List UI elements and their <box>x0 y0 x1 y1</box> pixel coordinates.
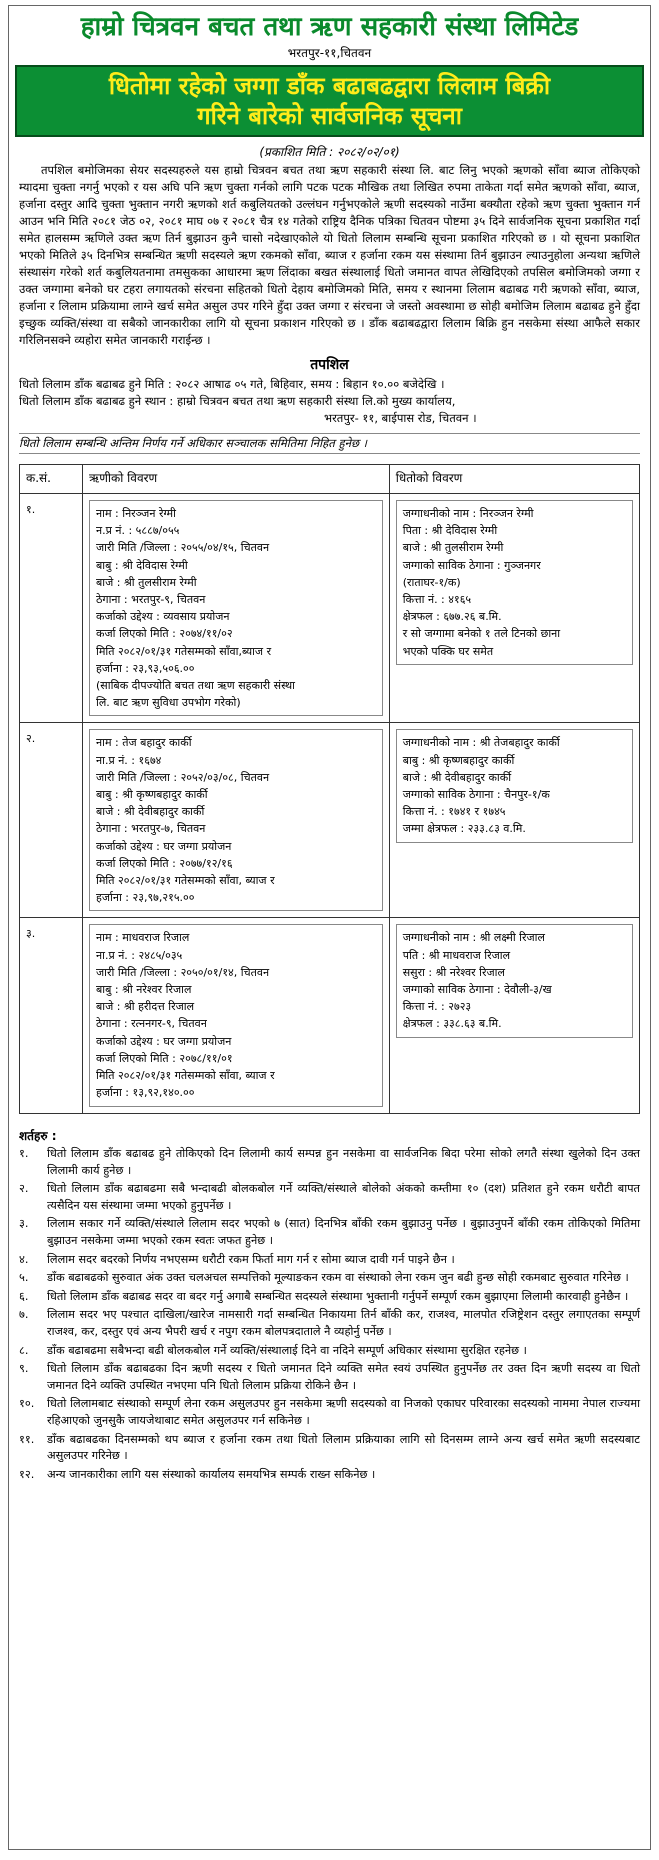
table-row <box>20 494 640 723</box>
borrower-detail-line: बाबु : श्री कृष्णबहादुर कार्की <box>96 788 208 802</box>
term-item <box>19 1270 640 1287</box>
notice-title-line1: धितोमा रहेको जग्गा डाँक बढाबढद्वारा लिलाम बिक्री <box>108 72 551 100</box>
schedule-title: तपशिल <box>310 357 349 373</box>
table-row <box>20 723 640 918</box>
term-number: ६. <box>19 1289 29 1303</box>
collateral-detail-line: बाजे : श्री तुलसीराम रेग्मी <box>402 541 504 555</box>
term-text: धितो लिलामबाट संस्थाको सम्पूर्ण लेना रकम असुलउपर हुन नसकेमा ऋणी सदस्यको वा निजको एकाघर परिवारका सदस्यको नाममा नेपाल राज्यमा रहिआएको जुनसुकै जायजेथाबाट समेत असुलउपर गर्न सकिनेछ । <box>47 1397 640 1427</box>
term-item <box>19 1216 640 1249</box>
term-text: लिलाम सदर बदरको निर्णय नभएसम्म धरौटी रकम फिर्ता माग गर्न र सोमा ब्याज दावी गर्न पाइने छैन । <box>47 1252 455 1266</box>
term-number: १२. <box>19 1467 35 1481</box>
notice-title-banner <box>15 65 644 137</box>
published-date: (प्रकाशित मिति : २०८२/०२/०१) <box>259 145 400 159</box>
borrower-details-cell <box>83 918 390 1113</box>
borrower-detail-line: कर्जाको उद्देश्य : घर जग्गा प्रयोजन <box>96 839 232 853</box>
term-text: डाँक बढाबढका दिनसम्मको थप ब्याज र हर्जाना रकम तथा धितो लिलाम प्रक्रियाका लागि सो दिनसम्म लाग्ने अन्य खर्च समेत ऋणी सदस्यबाट असुलउपर गरिनेछ । <box>47 1432 640 1463</box>
term-text: अन्य जानकारीका लागि यस संस्थाको कार्यालय समयभित्र सम्पर्क राख्न सकिनेछ । <box>47 1467 376 1481</box>
borrower-detail-line: जारी मिति /जिल्ला : २०५०/०१/१४, चितवन <box>96 965 270 979</box>
borrower-detail-line: हर्जाना : १३,९२,१४०.०० <box>96 1086 195 1100</box>
term-number: ८. <box>19 1343 29 1357</box>
header-serial: क.सं. <box>20 465 83 494</box>
borrower-collateral-table <box>19 464 640 1114</box>
collateral-details-cell <box>389 494 639 723</box>
collateral-detail-line: जग्गाधनीको नाम : श्री तेजबहादुर कार्की <box>402 736 560 750</box>
term-number: २. <box>19 1182 29 1196</box>
term-text: लिलाम सकार गर्ने व्यक्ति/संस्थाले लिलाम सदर भएको ७ (सात) दिनभित्र बाँकी रकम बुझाउनु पर्नेछ । बुझाउनुपर्ने बाँकी रकम तोकिएको मितिमा बुझाउन नसकेमा जम्मा भएको रकम स्वतः जफत हुनेछ । <box>47 1217 640 1248</box>
term-number: ११. <box>19 1432 35 1446</box>
term-text: धितो लिलाम डाँक बढाबढमा सबै भन्दाबढी बोलकबोल गर्ने व्यक्ति/संस्थाले बोलेको अंकको कम्तीमा १० (दश) प्रतिशत हुने रकम धरौटी बापत त्यसैदिन यस संस्थामा जम्मा भएको हुनुपर्नेछ । <box>47 1182 640 1212</box>
collateral-detail-line: कित्ता नं. : ४१६५ <box>402 593 472 607</box>
notice-page <box>8 5 651 1850</box>
term-number: १०. <box>19 1397 35 1411</box>
borrower-detail-line: मिति २०८२/०१/३१ गतेसम्मको साँवा,ब्याज र <box>96 644 272 658</box>
borrower-detail-line: ठेगाना : भरतपुर-७, चितवन <box>96 822 206 836</box>
borrower-detail-line: बाजे : श्री तुलसीराम रेग्मी <box>96 575 197 589</box>
collateral-details-cell <box>389 723 639 918</box>
row-serial: २. <box>20 723 83 918</box>
term-item <box>19 1361 640 1394</box>
borrower-details-cell <box>83 723 390 918</box>
header-collateral-details: धितोको विवरण <box>389 465 639 494</box>
term-text: धितो लिलाम डाँक बढाबढका दिन ऋणी सदस्य र धितो जमानत दिने व्यक्ति समेत स्वयं उपस्थित हुनुपर्नेछ तर उक्त दिन ऋणी सदस्य वा धितो जमानत दिने व्यक्ति उपस्थित नभएमा पनि धितो लिलाम प्रक्रिया रोकिने छैन । <box>47 1362 640 1392</box>
term-item <box>19 1289 640 1306</box>
term-number: ३. <box>19 1217 29 1231</box>
term-text: लिलाम सदर भए पश्चात दाखिला/खारेज नामसारी गर्दा सम्बन्धित निकायमा तिर्न बाँकी कर, राजश्व, मालपोत रजिष्ट्रेशन दस्तुर लगाएतका सम्पूर्ण राजश्व, कर, दस्तुर एवं अन्य भैपरी खर्च र नपुग रकम बोलपत्रदाताले नै व्यहोर्नु पर्नेछ । <box>47 1308 640 1339</box>
term-text: धितो लिलाम डाँक बढाबढ सदर वा बदर गर्नु अगाबै सम्बन्धित सदस्यले संस्थामा भुक्तानी गर्नुपर्ने सम्पूर्ण रकम बुझाएमा लिलामी कारवाही हुनेछैन । <box>47 1289 629 1303</box>
intro-paragraph <box>19 162 640 349</box>
term-item <box>19 1181 640 1214</box>
borrower-detail-line: ना.प्र नं. : १६७४ <box>96 753 162 767</box>
term-number: ७. <box>19 1308 29 1322</box>
row-serial: १. <box>20 494 83 723</box>
collateral-details-box <box>396 924 633 1037</box>
borrower-detail-line: मिति २०८२/०१/३१ गतेसम्मको साँवा, ब्याज र <box>96 874 275 888</box>
borrower-detail-line: लि. बाट ऋण सुविधा उपभोग गरेको) <box>96 696 241 710</box>
schedule-block <box>19 376 640 427</box>
borrower-detail-line: कर्जा लिएको मिति : २०७८/११/०१ <box>96 1051 233 1065</box>
collateral-detail-line: जग्गाको साविक ठेगाना : देवौली-३/ख <box>402 983 552 997</box>
org-address: भरतपुर-११,चितवन <box>287 46 372 60</box>
borrower-detail-line: ना.प्र नं. : २४८५/०३५ <box>96 948 183 962</box>
header-borrower-details: ऋणीको विवरण <box>83 465 390 494</box>
term-item <box>19 1396 640 1429</box>
borrower-details-box <box>89 924 383 1106</box>
borrower-detail-line: कर्जा लिएको मिति : २०७४/११/०२ <box>96 627 233 641</box>
borrower-detail-line: बाबु : श्री देविदास रेग्मी <box>96 558 188 572</box>
term-text: डाँक बढाबढको सुरुवात अंक उक्त चलअचल सम्पत्तिको मूल्याङकन रकम वा संस्थाको लेना रकम जुन बढी हुन्छ सोही रकमबाट सुरुवात गरिनेछ । <box>47 1271 629 1285</box>
term-text: धितो लिलाम डाँक बढाबढ हुने तोकिएको दिन लिलामी कार्य सम्पन्न हुन नसकेमा वा सार्वजनिक बिदा परेमा सोको लगतै संस्था खुलेको दिन उक्त लिलामी कार्य हुनेछ । <box>47 1147 640 1177</box>
header <box>9 6 650 61</box>
collateral-detail-line: बाबु : श्री कृष्णबहादुर कार्की <box>402 753 515 767</box>
term-item <box>19 1432 640 1465</box>
notice-title-line2: गरिने बारेको सार्वजनिक सूचना <box>197 102 462 130</box>
borrower-detail-line: (साबिक दीपज्योति बचत तथा ऋण सहकारी संस्था <box>96 679 296 693</box>
borrower-detail-line: कर्जाको उद्देश्य : घर जग्गा प्रयोजन <box>96 1034 232 1048</box>
borrower-details-cell <box>83 494 390 723</box>
borrower-detail-line: बाजे : श्री हरीदत्त रिजाल <box>96 1000 195 1014</box>
collateral-details-box <box>396 729 633 842</box>
terms-title: शर्तहरु : <box>19 1128 57 1143</box>
collateral-detail-line: बाजे : श्री देवीबहादुर कार्की <box>402 770 512 784</box>
table-row <box>20 918 640 1113</box>
collateral-detail-line: जग्गाधनीको नाम : निरञ्जन रेग्मी <box>402 507 534 520</box>
collateral-detail-line: भएको पक्कि घर समेत <box>402 644 494 658</box>
collateral-detail-line: क्षेत्रफल : ६७७.२६ ब.मि. <box>402 610 502 624</box>
collateral-detail-line: कित्ता नं. : २७२३ <box>402 1000 472 1014</box>
collateral-detail-line: (राताघर-१/क) <box>402 575 461 589</box>
borrower-detail-line: बाजे : श्री देवीबहादुर कार्की <box>96 805 205 819</box>
collateral-detail-line: जग्गाको साविक ठेगाना : गुञ्जनगर <box>402 558 541 572</box>
borrower-detail-line: न.प्र नं. : ५८८७/०५५ <box>96 524 180 538</box>
borrower-detail-line: जारी मिति /जिल्ला : २०५५/०४/१५, चितवन <box>96 541 270 555</box>
borrower-detail-line: ठेगाना : रत्ननगर-९, चितवन <box>96 1017 207 1031</box>
borrower-detail-line: जारी मिति /जिल्ला : २०५२/०३/०८, चितवन <box>96 770 270 784</box>
borrower-detail-line: मिति २०८२/०१/३१ गतेसम्मको साँवा, ब्याज र <box>96 1069 275 1083</box>
term-item <box>19 1252 640 1269</box>
term-item <box>19 1307 640 1340</box>
borrower-detail-line: हर्जाना : २३,९७,२१५.०० <box>96 891 195 905</box>
borrower-details-box <box>89 500 383 716</box>
collateral-detail-line: कित्ता नं. : १७४१ र १७४५ <box>402 805 506 819</box>
borrower-detail-line: नाम : माधवराज रिजाल <box>96 931 190 945</box>
borrower-detail-line: बाबु : श्री नरेश्वर रिजाल <box>96 983 192 997</box>
table-header-row <box>20 465 640 494</box>
auction-place-line2: भरतपुर- ११, बाईपास रोड, चितवन । <box>324 411 477 425</box>
term-number: १. <box>19 1147 29 1161</box>
intro-text-part1: तपशिल बमोजिमका सेयर सदस्यहरुले यस हाम्रो चित्रवन बचत तथा ऋण सहकारी संस्था लि. बाट लिनु भएको ऋणको साँवा ब्याज तोकिएको म्यादमा चुक्ता नगर्नु भएको र यस अघि पनि ऋण चुक्ता गर्नको लागि पटक पटक मौखिक तथा लिखित रुपमा ताकेता गर्दा समेत ऋणको साँवा, ब्याज, हर्जाना दस्तुर आदि चुक्ता भुक्तान नगरी ऋणको शर्त कबुलियतको उल्लंघन गर्नुभएकोले ऋणी सदस्यको नाउँमा बक्यौता रहेको ऋण चुक्ता भुक्तान गर्न आउन भनि मिति २०८१ जेठ ०२, २०८१ माघ ०७ र २०८१ चैत्र १४ गतेको राष्ट्रिय दैनिक पत्रिका चितवन पोष्टमा ३५ दिने सार्वजनिक सूचना प्रकाशित गर्दा समेत हालसम्म ऋणिले उक्त ऋण तिर्न बुझाउन कुनै चासो नदेखाएकोले यो धितो लिलाम सम्बन्धि सूचना प्रकाशित गरिएको छ । <box>19 163 640 245</box>
row-serial: ३. <box>20 918 83 1113</box>
borrower-detail-line: कर्जा लिएको मिति : २०७७/१२/१६ <box>96 856 233 870</box>
terms-section <box>19 1128 640 1484</box>
intro-text-part2: यो सूचना प्रकाशित भएको मितिले ३५ दिनभित्र सम्बन्धित ऋणी सदस्यले ऋण रकमको साँवा, ब्याज र हर्जाना रकम यस संस्थामा तिर्न बुझाउन ल्याउनुहोला अन्यथा ऋणिले संस्थासंग गरेको शर्त कबुलियतनामा तमसुकका आधारमा ऋण लिंदाका बखत संस्थालाई धितो जमानत वापत लेखिदिएको तपसिल बमोजिमको जग्गा र उक्त जग्गामा बनेको घर टहरा लगायतको संरचना सहितको धितो देहाय बमोजिमको मिति, समय र स्थानमा लिलाम बढाबढ गरी ऋणको साँवा, ब्याज, हर्जाना र लिलाम प्रक्रियामा लाग्ने खर्च समेत असुल उपर गरिने हुँदा उक्त जग्गा र संरचना जे जस्तो अवस्थामा छ सोही बमोजिम लिलाम बढाबढ हुने हुँदा इच्छुक व्यक्ति/संस्था वा सबैको जानकारीका लागि यो सूचना प्रकाशन गरिएको छ । डाँक बढाबढद्वारा लिलाम बिक्रि हुन नसकेमा संस्था आफैले सकार गरिलिनसक्ने व्यहोरा समेत जानकारी गराईन्छ । <box>19 231 640 347</box>
collateral-details-cell <box>389 918 639 1113</box>
collateral-detail-line: ससुरा : श्री नरेश्वर रिजाल <box>402 965 505 979</box>
borrower-detail-line: नाम : तेज बहादुर कार्की <box>96 736 192 750</box>
collateral-detail-line: जग्गाको साविक ठेगाना : चैनपुर-१/क <box>402 788 550 802</box>
terms-list <box>19 1146 640 1483</box>
collateral-details-box <box>396 500 633 665</box>
collateral-detail-line: जम्मा क्षेत्रफल : २३३.८३ व.मि. <box>402 822 526 836</box>
borrower-detail-line: कर्जाको उद्देश्य : व्यवसाय प्रयोजन <box>96 610 230 624</box>
org-name: हाम्रो चित्रवन बचत तथा ऋण सहकारी संस्था लिमिटेड <box>80 12 579 42</box>
auction-date-line: धितो लिलाम डाँक बढाबढ हुने मिति : २०८२ आषाढ ०५ गते, बिहिवार, समय : बिहान १०.०० बजेदेखि । <box>19 377 445 391</box>
borrower-details-box <box>89 729 383 911</box>
collateral-detail-line: पति : श्री माधवराज रिजाल <box>402 948 511 962</box>
term-number: ९. <box>19 1362 29 1376</box>
term-text: डाँक बढाबढमा सबैभन्दा बढी बोलकबोल गर्ने व्यक्ति/संस्थालाई दिने वा नदिने सम्पूर्ण अधिकार संस्थामा सुरक्षित रहनेछ । <box>47 1343 527 1357</box>
collateral-detail-line: पिता : श्री देविदास रेग्मी <box>402 524 498 538</box>
borrower-detail-line: ठेगाना : भरतपुर-९, चितवन <box>96 593 206 607</box>
collateral-detail-line: क्षेत्रफल : ३३८.६३ ब.मि. <box>402 1017 502 1031</box>
term-number: ४. <box>19 1252 29 1266</box>
borrower-detail-line: नाम : निरञ्जन रेग्मी <box>96 507 176 520</box>
borrower-detail-line: हर्जाना : २३,९३,५०६.०० <box>96 661 195 675</box>
term-item <box>19 1343 640 1360</box>
auction-place-line1: धितो लिलाम डाँक बढाबढ हुने स्थान : हाम्रो चित्रवन बचत तथा ऋण सहकारी संस्था लि.को मुख्य कार्यालय, <box>19 394 456 408</box>
term-item <box>19 1467 640 1484</box>
collateral-detail-line: र सो जग्गामा बनेको १ तले टिनको छाना <box>402 627 561 641</box>
authority-note: धितो लिलाम सम्बन्धि अन्तिम निर्णय गर्ने अधिकार सञ्चालक समितिमा निहित हुनेछ । <box>19 433 640 454</box>
collateral-detail-line: जग्गाधनीको नाम : श्री लक्ष्मी रिजाल <box>402 931 545 945</box>
term-number: ५. <box>19 1271 29 1285</box>
term-item <box>19 1146 640 1179</box>
